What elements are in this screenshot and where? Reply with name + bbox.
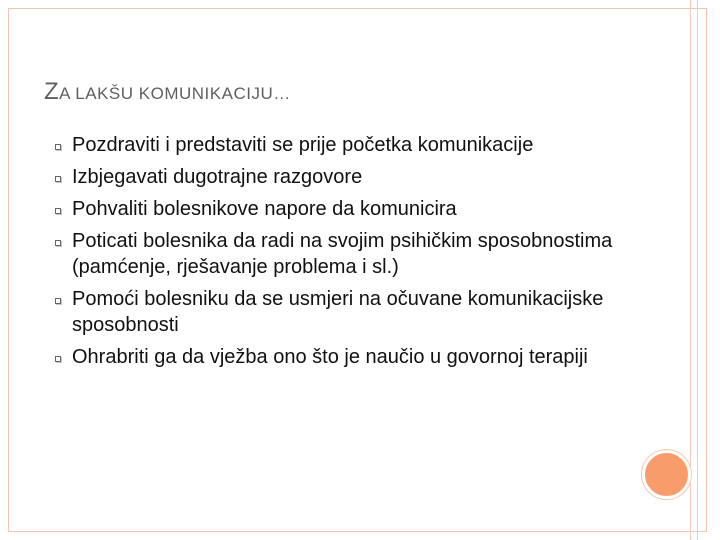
square-bullet-icon — [55, 176, 61, 182]
bullet-item — [57, 228, 617, 280]
bullet-item — [57, 164, 617, 190]
bullet-item — [57, 132, 617, 158]
bullet-item — [57, 196, 617, 222]
bullet-text: Izbjegavati dugotrajne razgovore — [72, 166, 363, 188]
slide-title-capital: Z — [44, 78, 60, 105]
decorative-orange-circle — [642, 450, 691, 499]
bullet-text: Pomoći bolesniku da se usmjeri na očuvane komunikacijske sposobnosti — [72, 288, 604, 336]
slide-title-ellipsis: … — [273, 84, 291, 103]
bullet-text: Pohvaliti bolesnikove napore da komunicira — [72, 198, 457, 220]
bullet-text: Pozdraviti i predstaviti se prije početka komunikacije — [72, 134, 534, 156]
decorative-vertical-line — [690, 0, 691, 540]
square-bullet-icon — [55, 208, 61, 214]
square-bullet-icon — [55, 240, 61, 246]
bullet-text: Ohrabriti ga da vježba ono što je naučio u govornoj terapiji — [72, 346, 588, 368]
bullet-list — [57, 132, 617, 376]
bullet-item — [57, 344, 617, 370]
decorative-vertical-line — [697, 0, 698, 540]
bullet-text: Poticati bolesnika da radi na svojim psihičkim sposobnostima (pamćenje, rješavanje problema i sl.) — [72, 230, 613, 278]
bullet-item — [57, 286, 617, 338]
square-bullet-icon — [55, 356, 61, 362]
slide-title — [44, 78, 291, 106]
square-bullet-icon — [55, 144, 61, 150]
slide-title-rest: A LAKŠU KOMUNIKACIJU — [59, 84, 274, 103]
square-bullet-icon — [55, 298, 61, 304]
